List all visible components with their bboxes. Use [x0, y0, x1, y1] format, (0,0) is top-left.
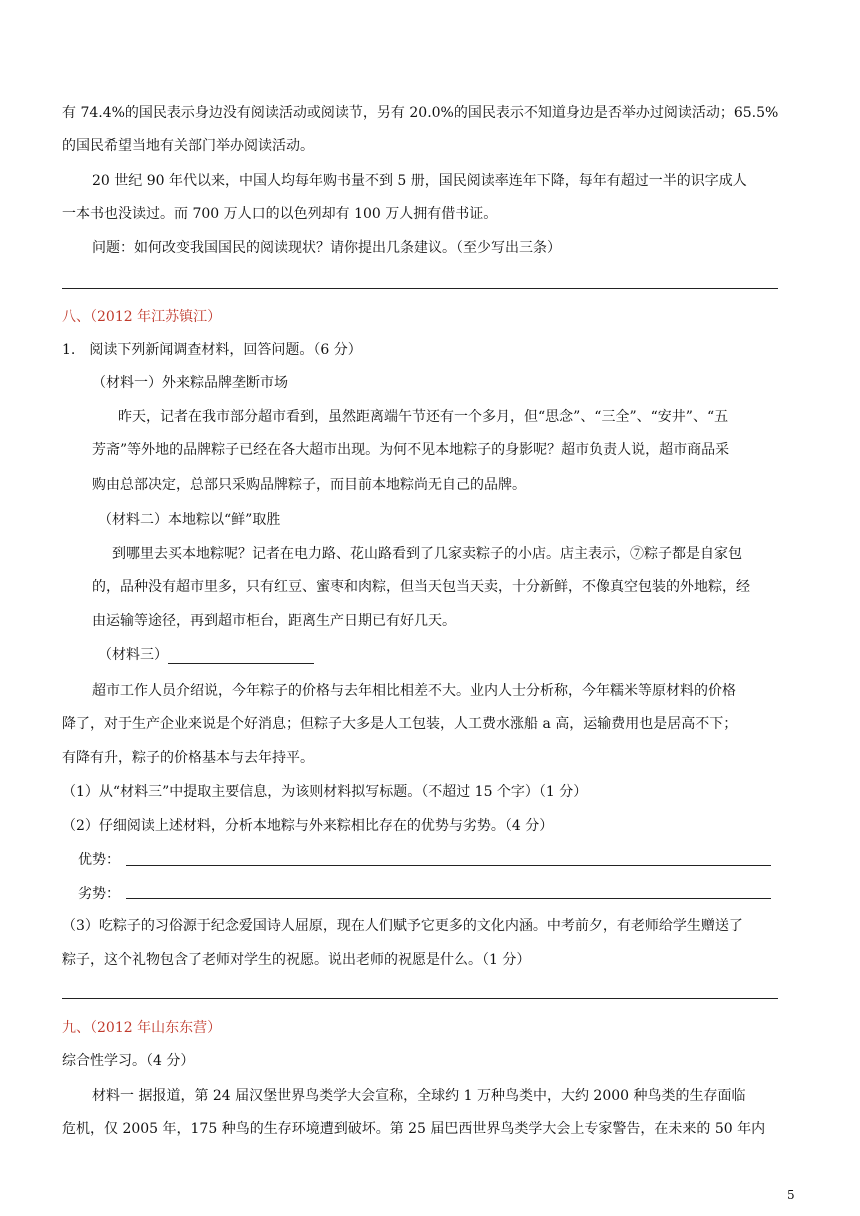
question-3: （3）吃粽子的习俗源于纪念爱国诗人屈原，现在人们赋予它更多的文化内涵。中考前夕，有老师给学生赠送了: [62, 918, 743, 934]
disadvantage-answer-line: [126, 898, 771, 899]
question-1: （1）从“材料三”中提取主要信息，为该则材料拟写标题。（不超过 15 个字）（1 分）: [62, 784, 588, 800]
text-line: 昨天，记者在我市部分超市看到，虽然距离端午节还有一个多月，但“思念”、“三全”、“安井”、“五: [118, 409, 729, 425]
material-label: （材料三）: [98, 647, 168, 663]
title-blank: [168, 649, 314, 664]
text-line: 的，品种没有超市里多，只有红豆、蜜枣和肉粽，但当天包当天卖，十分新鲜，不像真空包装的外地粽，经: [92, 579, 750, 595]
text-line: 材料一 据报道，第 24 届汉堡世界鸟类学大会宣称，全球约 1 万种鸟类中，大约 2000 种鸟类的生存面临: [92, 1088, 746, 1104]
text-line: 的国民希望当地有关部门举办阅读活动。: [62, 138, 314, 154]
text-line: 超市工作人员介绍说，今年粽子的价格与去年相比相差不大。业内人士分析称，今年糯米等原材料的价格: [92, 683, 736, 699]
material-title: [98, 646, 314, 664]
answer-line: [62, 998, 778, 999]
text-line: 降了，对于生产企业来说是个好消息；但粽子大多是人工包装，人工费水涨船 a 高，运输费用也是居高不下；: [62, 716, 738, 732]
question-intro: 1. 阅读下列新闻调查材料，回答问题。（6 分）: [62, 342, 362, 358]
text-line: 一本书也没读过。而 700 万人口的以色列却有 100 万人拥有借书证。: [62, 206, 498, 222]
text-line: 20 世纪 90 年代以来，中国人均每年购书量不到 5 册，国民阅读率连年下降，每年有超过一半的识字成人: [92, 173, 747, 189]
text-line: 有降有升，粽子的价格基本与去年持平。: [62, 750, 314, 766]
section-heading-8: 八、（2012 年江苏镇江）: [62, 309, 222, 325]
text-line: 综合性学习。（4 分）: [62, 1053, 195, 1069]
question-2: （2）仔细阅读上述材料，分析本地粽与外来粽相比存在的优势与劣势。（4 分）: [62, 818, 554, 834]
advantage-label: 优势：: [78, 852, 120, 868]
disadvantage-label: 劣势：: [78, 886, 120, 902]
material-title: （材料一）外来粽品牌垄断市场: [92, 375, 288, 391]
text-line: 有 74.4%的国民表示身边没有阅读活动或阅读节，另有 20.0%的国民表示不知道身边是否举办过阅读活动；65.5%: [62, 105, 779, 121]
question-line: 问题：如何改变我国国民的阅读现状？请你提出几条建议。（至少写出三条）: [92, 240, 561, 256]
question-3-cont: 粽子，这个礼物包含了老师对学生的祝愿。说出老师的祝愿是什么。（1 分）: [62, 952, 531, 968]
text-line: 由运输等途径，再到超市柜台，距离生产日期已有好几天。: [92, 613, 456, 629]
text-line: 到哪里去买本地粽呢？记者在电力路、花山路看到了几家卖粽子的小店。店主表示，⑦粽子都是自家包: [112, 546, 742, 562]
advantage-answer-line: [126, 865, 771, 866]
text-line: 危机，仅 2005 年，175 种鸟的生存环境遭到破坏。第 25 届巴西世界鸟类学大会上专家警告，在未来的 50 年内: [62, 1121, 766, 1137]
answer-line: [62, 288, 778, 289]
section-heading-9: 九、（2012 年山东东营）: [62, 1020, 222, 1036]
material-title: （材料二）本地粽以“鲜”取胜: [98, 512, 281, 528]
page-number: 5: [787, 1188, 795, 1202]
text-line: 芳斋”等外地的品牌粽子已经在各大超市出现。为何不见本地粽子的身影呢？超市负责人说，超市商品采: [92, 442, 730, 458]
text-line: 购由总部决定，总部只采购品牌粽子，而目前本地粽尚无自己的品牌。: [92, 477, 526, 493]
